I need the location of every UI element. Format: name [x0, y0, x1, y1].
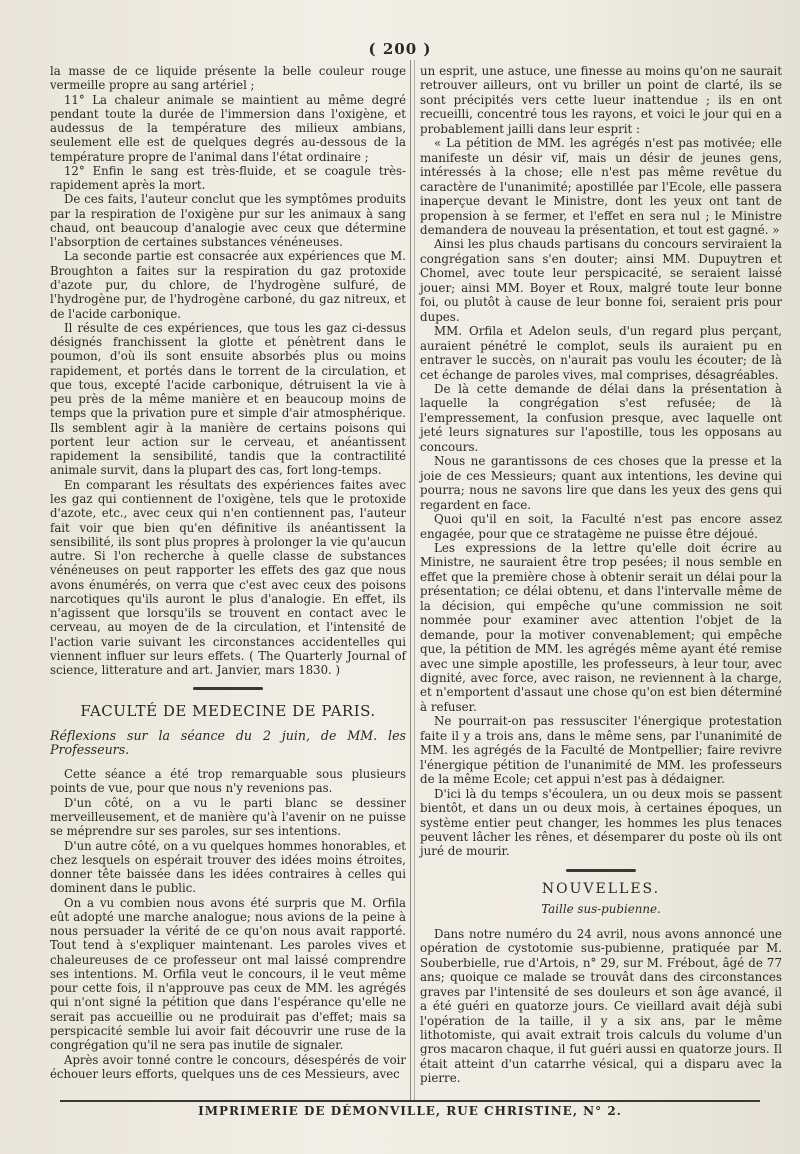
ornament-rule	[193, 687, 263, 690]
paragraph: Les expressions de la lettre qu'elle doit écrire au Ministre, ne sauraient être trop pesées; il nous semble en effet que la première chose à obtenir serait un délai pour la présentation; ce délai obtenu, et dans l'intervalle même de la décision, qui empêche qu'une commission ne soit nommée pour examiner avec attention l'objet de la demande, pour la motiver convenablement; qui empêche que, la pétition de MM. les agrégés même ayant été remise avec une simple apostille, les professeurs, à leur tour, avec dignité, avec force, avec raison, ne reviennent à la charge, et n'emportent d'assaut une chose qu'on est bien déterminé à refuser.	[420, 540, 782, 714]
paragraph: La seconde partie est consacrée aux expériences que M. Broughton a faites sur la respiration du gaz protoxide d'azote pur, du chlore, de l'hydrogène sulfuré, de l'hydrogène pur, de l'hydrogène carboné, du gaz nitreux, et de l'acide carbonique.	[50, 249, 406, 321]
paragraph: Ne pourrait-on pas ressusciter l'énergique protestation faite il y a trois ans, dans le même sens, par l'unanimité de MM. les agrégés de la Faculté de Montpellier; faire revivre l'énergique pétition de l'unanimité de MM. les professeurs de la même Ecole; cet appui n'est pas à dédaigner.	[420, 714, 782, 787]
paragraph: D'ici là du temps s'écoulera, un ou deux mois se passent bientôt, et dans un ou deux mois, à certaines époques, un système entier peut changer, les hommes les plus tenaces peuvent lâcher les rênes, et désemparer du poste où ils ont juré de mourir.	[420, 786, 782, 859]
left-column	[50, 64, 406, 1081]
news-subtitle: Taille sus-pubienne.	[541, 902, 661, 917]
paragraph: Cette séance a été trop remarquable sous plusieurs points de vue, pour que nous n'y revenions pas.	[50, 767, 406, 796]
paragraph: 12° Enfin le sang est très-fluide, et se coagule très-rapidement après la mort.	[50, 163, 406, 193]
paragraph: Ainsi les plus chauds partisans du concours serviraient la congrégation sans s'en douter; ainsi MM. Dupuytren et Chomel, avec toute leur perspicacité, se seraient laissé jouer; ainsi MM. Boyer et Roux, malgré toute leur bonne foi, ou plutôt à cause de leur bonne foi, seraient pris pour dupes.	[420, 237, 782, 324]
paragraph: 11° La chaleur animale se maintient au même degré pendant toute la durée de l'immersion dans l'oxigène, et audessus de la température des milieux ambians, seulement elle est de quelques degrés au-dessous de la température propre de l'animal dans l'état ordinaire ;	[50, 92, 406, 164]
paragraph: On a vu combien nous avons été surpris que M. Orfila eût adopté une marche analogue; nous avions de la peine à nous persuader la vérité de ce qu'on nous avait rapporté. Tout tend à s'expliquer maintenant. Les paroles vives et chaleureuses de ce professeur ont mal laissé comprendre ses intentions. M. Orfila veut le concours, il le veut même pour cette fois, il n'approuve pas ceux de MM. les agrégés qui n'ont signé la pétition que dans l'espérance qu'elle ne serait pas accueillie ou ne produirait pas d'effet; mais sa perspicacité semble lui avoir fait découvrir une ruse de la congrégation qu'il ne sera pas inutile de signaler.	[50, 895, 406, 1053]
paragraph: Il résulte de ces expériences, que tous les gaz ci-dessus désignés franchissent la glotte et pénètrent dans le poumon, d'où ils sont ensuite absorbés plus ou moins rapidement, et portés dans le torrent de la circulation, et que tous, excepté l'acide carbonique, détruisent la vie à peu près de la même manière et en beaucoup moins de temps que la privation pure et simple d'air atmosphérique. Ils semblent agir à la manière de certains poisons qui portent leur action sur le cerveau, et anéantissent rapidement la sensibilité, tandis que la contractilité animale survit, dans la plupart des cas, fort long-temps.	[50, 320, 406, 478]
paragraph: un esprit, une astuce, une finesse au moins qu'on ne saurait retrouver ailleurs, ont vu briller un point de clarté, ils se sont précipités vers cette lueur inattendue ; ils en ont recueilli, concentré tous les rayons, et voici le jour qui en a probablement jailli dans leur esprit :	[420, 64, 782, 136]
paragraph: la masse de ce liquide présente la belle couleur rouge vermeille propre au sang artériel ;	[50, 64, 406, 93]
paragraph: Après avoir tonné contre le concours, désespérés de voir échouer leurs efforts, quelques uns de ces Messieurs, avec	[50, 1052, 406, 1081]
paragraph: MM. Orfila et Adelon seuls, d'un regard plus perçant, auraient pénétré le complot, seuls ils auraient pu en entraver le succès, on n'aurait pas voulu les écouter; de là cet échange de paroles vives, mal comprises, désagréables.	[420, 324, 782, 382]
page-number: ( 200 )	[368, 40, 432, 58]
paragraph: « La pétition de MM. les agrégés n'est pas motivée; elle manifeste un désir vif, mais un désir de jeunes gens, intéressés à la chose; elle n'est pas même revêtue du caractère de l'unanimité; apostillée par l'Ecole, elle passera inaperçue devant le Ministre, dont les yeux ont tant de propension à se fermer, et l'effet en sera nul ; le Ministre demandera de nouveau la présentation, et tout est gagné. »	[420, 136, 782, 237]
paragraph: Quoi qu'il en soit, la Faculté n'est pas encore assez engagée, pour que ce stratagème ne puisse être déjoué.	[420, 512, 782, 541]
paragraph: De là cette demande de délai dans la présentation à laquelle la congrégation s'est refusée; de là l'empressement, la confusion presque, avec laquelle ont jeté leurs signatures sur l'apostille, tous les opposans au concours.	[420, 381, 782, 454]
ornament-rule	[566, 869, 636, 872]
paragraph: D'un autre côté, on a vu quelques hommes honorables, et chez lesquels on espérait trouver des idées moins étroites, donner tête baissée dans les idées contraires à celles qui dominent dans le public.	[50, 838, 406, 896]
news-title: NOUVELLES.	[541, 880, 661, 897]
paragraph: En comparant les résultats des expériences faites avec les gaz qui contiennent de l'oxigène, tels que le protoxide d'azote, etc., avec ceux qui n'en contiennent pas, l'auteur fait voir que bien qu'en définitive ils anéantissent la sensibilité, ils sont plus propres à prolonger la vie qu'aucun autre. Si l'on recherche à quelle classe de substances vénéneuses on peut rapporter les effets des gaz que nous avons énumérés, on verra que c'est avec ceux des poisons narcotiques qu'ils auront le plus d'analogie. En effet, ils n'agissent que lorsqu'ils se trouvent en contact avec le cerveau, au moyen de de la circulation, et l'intensité de l'action varie suivant les circonstances accidentelles qui viennent influer sur leurs effets. ( The Quarterly Journal of science, litterature and art. Janvier, mars 1830. )	[50, 477, 406, 678]
column-divider-inner	[414, 60, 415, 1100]
paragraph: De ces faits, l'auteur conclut que les symptômes produits par la respiration de l'oxigène pur sur les animaux à sang chaud, ont beaucoup d'analogie avec ceux que détermine l'absorption de certaines substances vénéneuses.	[50, 192, 406, 250]
right-column	[420, 64, 782, 1086]
printer-footer: IMPRIMERIE DE DÉMONVILLE, RUE CHRISTINE, N° 2.	[60, 1100, 760, 1118]
paragraph: Nous ne garantissons de ces choses que la presse et la joie de ces Messieurs; quant aux intentions, les devine qui pourra; nous ne savons lire que dans les yeux des gens qui regardent en face.	[420, 454, 782, 512]
column-divider	[410, 60, 411, 1100]
section-title: FACULTÉ DE MEDECINE DE PARIS.	[80, 702, 376, 721]
paragraph: D'un côté, on a vu le parti blanc se dessiner merveilleusement, et de manière qu'à l'avenir on ne puisse se méprendre sur ses paroles, sur ses intentions.	[50, 795, 406, 839]
section-subtitle: Réflexions sur la séance du 2 juin, de MM. les Professeurs.	[50, 727, 406, 757]
paragraph: Dans notre numéro du 24 avril, nous avons annoncé une opération de cystotomie sus-pubienne, pratiquée par M. Souberbielle, rue d'Artois, n° 29, sur M. Frébout, âgé de 77 ans; quoique ce malade se trouvât dans des circonstances graves par l'intensité de ses douleurs et son âge avancé, il a été guéri en quatorze jours. Ce vieillard avait déjà subi l'opération de la taille, il y a six ans, par le même lithotomiste, qui avait extrait trois calculs du volume d'un gros macaron chaque, il fut guéri aussi en quatorze jours. Il était atteint d'un catarrhe vésical, qui a disparu avec la pierre.	[420, 926, 782, 1086]
